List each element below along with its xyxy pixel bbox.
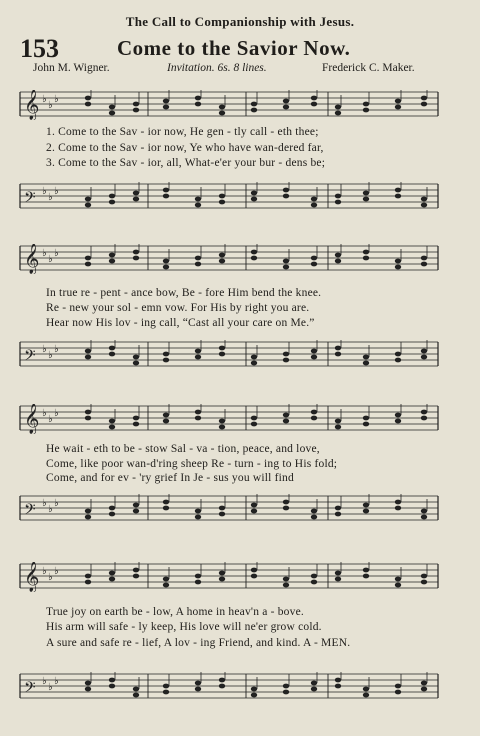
note-head	[85, 197, 91, 202]
flat-icon: ♭	[48, 682, 53, 693]
treble-staff-system-1	[18, 90, 442, 120]
note-head	[109, 678, 115, 683]
section-title: The Call to Companionship with Jesus.	[125, 14, 355, 29]
note-head	[85, 256, 91, 261]
flat-icon: ♭	[42, 186, 47, 197]
note-head	[109, 425, 115, 430]
note-head	[311, 203, 317, 208]
note-head	[363, 361, 369, 366]
note-head	[133, 422, 139, 427]
note-head	[363, 250, 369, 255]
note-head	[219, 200, 225, 205]
note-head	[163, 188, 169, 193]
flat-icon: ♭	[48, 254, 53, 265]
note-head	[133, 687, 139, 692]
composer-credit: Frederick C. Maker.	[322, 62, 415, 74]
note-head	[283, 419, 289, 424]
note-head	[85, 509, 91, 514]
note-head	[85, 355, 91, 360]
treble-staff-system-4	[18, 562, 442, 592]
note-head	[109, 346, 115, 351]
note-head	[195, 410, 201, 415]
note-head	[335, 678, 341, 683]
note-head	[109, 259, 115, 264]
note-head	[163, 577, 169, 582]
note-head	[195, 96, 201, 101]
note-head	[311, 197, 317, 202]
note-head	[163, 99, 169, 104]
note-head	[311, 574, 317, 579]
note-head	[311, 355, 317, 360]
note-head	[283, 259, 289, 264]
note-head	[395, 577, 401, 582]
note-head	[335, 200, 341, 205]
flat-icon: ♭	[48, 504, 53, 515]
lyric-line-2-1: In true re - pent - ance bow, Be - fore Him bend the knee.	[46, 287, 322, 299]
note-head	[395, 352, 401, 357]
note-head	[311, 262, 317, 267]
flat-icon: ♭	[54, 498, 59, 509]
note-head	[163, 690, 169, 695]
note-head	[395, 188, 401, 193]
note-head	[109, 105, 115, 110]
treble-clef-icon: 𝄞	[24, 562, 40, 592]
note-head	[219, 678, 225, 683]
note-head	[311, 687, 317, 692]
note-head	[163, 352, 169, 357]
note-head	[311, 256, 317, 261]
note-head	[85, 102, 91, 107]
note-head	[421, 687, 427, 692]
note-head	[283, 506, 289, 511]
note-head	[219, 506, 225, 511]
note-head	[421, 416, 427, 421]
note-head	[251, 108, 257, 113]
note-head	[421, 262, 427, 267]
bass-staff-system-4	[18, 672, 442, 702]
note-head	[395, 99, 401, 104]
note-head	[251, 693, 257, 698]
note-head	[363, 102, 369, 107]
note-head	[335, 259, 341, 264]
note-head	[219, 571, 225, 576]
note-head	[395, 265, 401, 270]
note-head	[163, 583, 169, 588]
note-head	[363, 574, 369, 579]
note-head	[283, 188, 289, 193]
note-head	[335, 512, 341, 517]
note-head	[311, 509, 317, 514]
note-head	[219, 577, 225, 582]
lyric-line-1-1: 1. Come to the Sav - ior now, He gen - tly call - eth thee;	[46, 126, 319, 138]
note-head	[109, 512, 115, 517]
bass-clef-icon: 𝄢	[24, 679, 36, 700]
note-head	[195, 256, 201, 261]
note-head	[109, 506, 115, 511]
note-head	[421, 681, 427, 686]
note-head	[195, 349, 201, 354]
note-head	[251, 568, 257, 573]
note-head	[195, 203, 201, 208]
note-head	[363, 191, 369, 196]
note-head	[195, 509, 201, 514]
note-head	[219, 684, 225, 689]
note-head	[251, 355, 257, 360]
note-head	[133, 102, 139, 107]
note-head	[163, 506, 169, 511]
lyric-line-3-3: Come, and for ev - 'ry grief In Je - sus you will find	[46, 472, 294, 484]
note-head	[251, 503, 257, 508]
note-head	[85, 262, 91, 267]
note-head	[283, 583, 289, 588]
note-head	[363, 687, 369, 692]
note-head	[283, 413, 289, 418]
treble-clef-icon: 𝄞	[24, 404, 40, 434]
note-head	[163, 105, 169, 110]
flat-icon: ♭	[42, 94, 47, 105]
treble-staff-system-3	[18, 404, 442, 434]
note-head	[219, 111, 225, 116]
note-head	[219, 419, 225, 424]
lyric-line-4-1: True joy on earth be - low, A home in heav'n a - bove.	[46, 606, 304, 618]
note-head	[395, 583, 401, 588]
note-head	[251, 574, 257, 579]
note-head	[109, 684, 115, 689]
note-head	[195, 262, 201, 267]
note-head	[85, 515, 91, 520]
note-head	[421, 256, 427, 261]
note-head	[421, 580, 427, 585]
flat-icon: ♭	[42, 566, 47, 577]
note-head	[163, 413, 169, 418]
flat-icon: ♭	[48, 414, 53, 425]
flat-icon: ♭	[48, 192, 53, 203]
treble-clef-icon: 𝄞	[24, 90, 40, 120]
flat-icon: ♭	[54, 566, 59, 577]
note-head	[133, 191, 139, 196]
note-head	[163, 194, 169, 199]
note-head	[85, 681, 91, 686]
meter-label: Invitation. 6s. 8 lines.	[167, 62, 267, 74]
note-head	[335, 194, 341, 199]
lyric-line-1-2: 2. Come to the Sav - ior now, Ye who have wan-dered far,	[46, 142, 324, 154]
note-head	[163, 259, 169, 264]
note-head	[109, 571, 115, 576]
flat-icon: ♭	[42, 676, 47, 687]
note-head	[283, 99, 289, 104]
note-head	[251, 509, 257, 514]
note-head	[335, 419, 341, 424]
note-head	[421, 203, 427, 208]
note-head	[251, 687, 257, 692]
lyric-line-2-3: Hear now His lov - ing call, “Cast all your care on Me.”	[46, 317, 315, 329]
note-head	[251, 416, 257, 421]
note-head	[283, 265, 289, 270]
bass-clef-icon: 𝄢	[24, 189, 36, 210]
note-head	[283, 500, 289, 505]
note-head	[133, 509, 139, 514]
lyric-line-4-3: A sure and safe re - lief, A lov - ing Friend, and kind. A - MEN.	[46, 637, 351, 649]
note-head	[395, 259, 401, 264]
flat-icon: ♭	[42, 344, 47, 355]
bass-staff-system-1	[18, 182, 442, 212]
note-head	[363, 422, 369, 427]
note-head	[133, 568, 139, 573]
note-head	[311, 515, 317, 520]
note-head	[421, 574, 427, 579]
bass-staff-system-2	[18, 340, 442, 370]
note-head	[311, 349, 317, 354]
note-head	[363, 416, 369, 421]
note-head	[251, 102, 257, 107]
note-head	[283, 358, 289, 363]
note-head	[283, 105, 289, 110]
note-head	[85, 410, 91, 415]
note-head	[363, 355, 369, 360]
note-head	[85, 416, 91, 421]
note-head	[363, 693, 369, 698]
note-head	[421, 509, 427, 514]
flat-icon: ♭	[48, 572, 53, 583]
flat-icon: ♭	[42, 408, 47, 419]
note-head	[133, 250, 139, 255]
note-head	[133, 361, 139, 366]
note-head	[421, 96, 427, 101]
note-head	[251, 361, 257, 366]
flat-icon: ♭	[54, 344, 59, 355]
note-head	[219, 346, 225, 351]
note-head	[163, 419, 169, 424]
note-head	[311, 102, 317, 107]
note-head	[163, 265, 169, 270]
note-head	[219, 352, 225, 357]
lyric-line-3-2: Come, like poor wan-d'ring sheep Re - turn - ing to His fold;	[46, 458, 338, 470]
flat-icon: ♭	[42, 498, 47, 509]
note-head	[251, 191, 257, 196]
flat-icon: ♭	[54, 94, 59, 105]
note-head	[133, 693, 139, 698]
note-head	[133, 355, 139, 360]
note-head	[109, 200, 115, 205]
note-head	[283, 194, 289, 199]
note-head	[311, 96, 317, 101]
note-head	[195, 687, 201, 692]
flat-icon: ♭	[54, 186, 59, 197]
flat-icon: ♭	[54, 676, 59, 687]
note-head	[395, 684, 401, 689]
note-head	[85, 96, 91, 101]
note-head	[109, 253, 115, 258]
note-head	[195, 681, 201, 686]
note-head	[85, 574, 91, 579]
note-head	[219, 512, 225, 517]
lyric-line-3-1: He wait - eth to be - stow Sal - va - tion, peace, and love,	[46, 443, 320, 455]
note-head	[195, 515, 201, 520]
note-head	[335, 571, 341, 576]
note-head	[195, 102, 201, 107]
note-head	[395, 419, 401, 424]
note-head	[395, 358, 401, 363]
note-head	[363, 568, 369, 573]
note-head	[195, 416, 201, 421]
note-head	[251, 422, 257, 427]
note-head	[133, 416, 139, 421]
note-head	[163, 684, 169, 689]
flat-icon: ♭	[48, 100, 53, 111]
note-head	[85, 580, 91, 585]
note-head	[335, 352, 341, 357]
note-head	[363, 509, 369, 514]
note-head	[109, 577, 115, 582]
note-head	[335, 111, 341, 116]
bass-staff-system-3	[18, 494, 442, 524]
note-head	[395, 506, 401, 511]
note-head	[363, 108, 369, 113]
note-head	[311, 410, 317, 415]
note-head	[395, 194, 401, 199]
note-head	[219, 425, 225, 430]
note-head	[251, 197, 257, 202]
note-head	[363, 256, 369, 261]
flat-icon: ♭	[48, 350, 53, 361]
note-head	[133, 256, 139, 261]
note-head	[283, 352, 289, 357]
note-head	[109, 419, 115, 424]
note-head	[163, 358, 169, 363]
note-head	[335, 506, 341, 511]
note-head	[251, 250, 257, 255]
note-head	[195, 574, 201, 579]
note-head	[219, 253, 225, 258]
note-head	[311, 416, 317, 421]
note-head	[395, 105, 401, 110]
note-head	[311, 580, 317, 585]
treble-staff-system-2	[18, 244, 442, 274]
note-head	[335, 346, 341, 351]
lyric-line-1-3: 3. Come to the Sav - ior, all, What-e'er your bur - dens be;	[46, 157, 326, 169]
note-head	[421, 515, 427, 520]
note-head	[395, 413, 401, 418]
note-head	[133, 574, 139, 579]
note-head	[133, 503, 139, 508]
flat-icon: ♭	[54, 408, 59, 419]
note-head	[251, 256, 257, 261]
flat-icon: ♭	[42, 248, 47, 259]
note-head	[283, 684, 289, 689]
note-head	[335, 105, 341, 110]
bass-clef-icon: 𝄢	[24, 347, 36, 368]
note-head	[195, 355, 201, 360]
author-credit: John M. Wigner.	[33, 62, 110, 74]
note-head	[335, 684, 341, 689]
note-head	[133, 197, 139, 202]
note-head	[395, 500, 401, 505]
lyric-line-4-2: His arm will safe - ly keep, His love will ne'er grow cold.	[46, 621, 322, 633]
note-head	[85, 203, 91, 208]
note-head	[85, 687, 91, 692]
note-head	[421, 355, 427, 360]
note-head	[363, 503, 369, 508]
note-head	[109, 352, 115, 357]
note-head	[395, 690, 401, 695]
note-head	[195, 197, 201, 202]
bass-clef-icon: 𝄢	[24, 501, 36, 522]
note-head	[335, 253, 341, 258]
note-head	[421, 102, 427, 107]
note-head	[421, 349, 427, 354]
note-head	[421, 197, 427, 202]
lyric-line-2-2: Re - new your sol - emn vow. For His by right you are.	[46, 302, 310, 314]
note-head	[311, 681, 317, 686]
note-head	[85, 349, 91, 354]
note-head	[109, 111, 115, 116]
note-head	[335, 577, 341, 582]
note-head	[133, 108, 139, 113]
note-head	[219, 105, 225, 110]
hymn-number: 153	[20, 34, 59, 63]
note-head	[109, 194, 115, 199]
hymn-title: Come to the Savior Now.	[117, 36, 351, 60]
note-head	[283, 577, 289, 582]
note-head	[219, 259, 225, 264]
treble-clef-icon: 𝄞	[24, 244, 40, 274]
flat-icon: ♭	[54, 248, 59, 259]
note-head	[283, 690, 289, 695]
note-head	[421, 410, 427, 415]
note-head	[335, 425, 341, 430]
note-head	[363, 197, 369, 202]
note-head	[195, 580, 201, 585]
note-head	[163, 500, 169, 505]
note-head	[219, 194, 225, 199]
